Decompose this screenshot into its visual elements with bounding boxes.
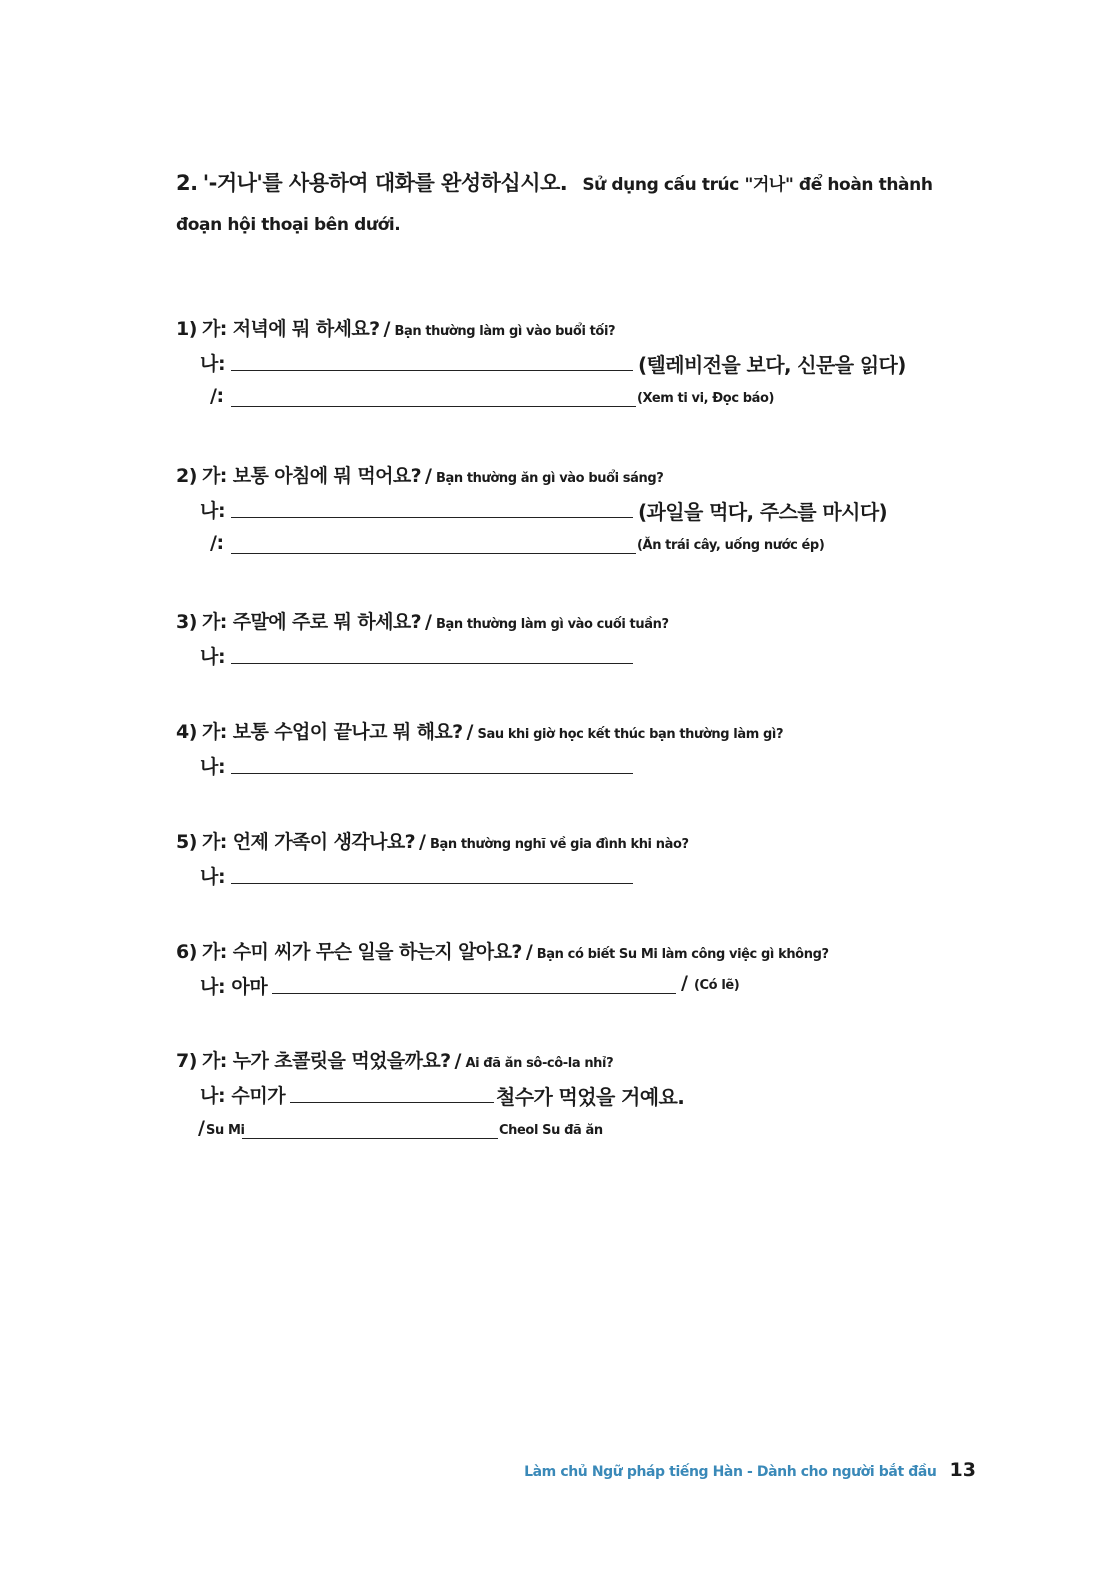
hint-korean: (텔레비전을 보다, 신문을 읽다) [638,353,906,377]
hint-vietnamese: (Xem ti vi, Đọc báo) [637,391,775,406]
exercise-number: 2. [176,171,198,195]
answer-tail-korean: 철수가 먹었을 거예요. [496,1085,685,1109]
answer-row [176,344,996,380]
answer-row [176,491,996,527]
question-korean: 가: 주말에 주로 뭐 하세요? [202,611,422,633]
answer-blank[interactable] [231,370,633,371]
answer-row [176,747,996,783]
translation-row [176,1112,996,1148]
question-line [176,827,996,857]
separator: / [425,465,432,487]
separator: / [525,941,533,963]
exercise-item-7 [176,1046,996,1148]
item-number: 5) [176,831,197,853]
answer-blank[interactable] [290,1102,494,1103]
hint-vietnamese: (Ăn trái cây, uống nước ép) [637,538,825,553]
item-number: 7) [176,1050,197,1072]
instruction-vietnamese: Sử dụng cấu trúc "거나" để hoàn thành đoạn hội thoại bên dưới. [176,175,933,235]
question-korean: 가: 누가 초콜릿을 먹었을까요? [202,1050,451,1072]
translation-blank[interactable] [231,553,636,554]
exercise-item-3 [176,607,996,673]
translation-row [176,527,996,563]
hint-korean: (과일을 먹다, 주스를 마시다) [638,500,888,524]
exercise-item-5 [176,827,996,893]
question-line [176,607,996,637]
item-number: 6) [176,941,197,963]
answer-row [176,637,996,673]
separator: / [425,611,432,633]
translation-prefix: Su Mi [206,1123,245,1138]
item-number: 4) [176,721,197,743]
answer-blank[interactable] [231,663,633,664]
answer-row [176,857,996,893]
answer-row [176,1076,996,1112]
question-vietnamese: Bạn thường ăn gì vào buổi sáng? [435,471,664,486]
answer-label: 나: [200,756,226,778]
question-line [176,937,996,967]
separator: / [419,831,426,853]
answer-label: 나: [200,353,226,375]
answer-label: 나: [200,646,226,668]
question-line [176,314,996,344]
question-line [176,1046,996,1076]
separator: / [454,1050,462,1072]
instruction-korean: '-거나'를 사용하여 대화를 완성하십시오. [202,171,568,195]
translation-blank[interactable] [231,406,636,407]
question-line [176,461,996,491]
question-korean: 가: 보통 아침에 뭐 먹어요? [202,465,422,487]
page-footer [524,1459,976,1481]
translation-tail: Cheol Su đã ăn [499,1123,603,1138]
item-number: 1) [176,318,197,340]
translation-label: / [198,1117,205,1139]
separator: / [466,721,474,743]
question-vietnamese: Bạn thường nghĩ về gia đình khi nào? [429,837,689,852]
answer-blank[interactable] [272,993,676,994]
separator: / [383,318,391,340]
page-number: 13 [949,1459,976,1481]
exercise-item-1 [176,314,996,416]
question-korean: 가: 보통 수업이 끝나고 뭐 해요? [202,721,463,743]
question-vietnamese: Bạn thường làm gì vào cuối tuần? [435,617,669,632]
question-line [176,717,996,747]
hint-vietnamese: (Có lẽ) [694,978,740,993]
exercise-heading [176,163,976,245]
translation-label: /: [210,532,224,554]
question-korean: 가: 저녁에 뭐 하세요? [202,318,380,340]
answer-label: 나: [200,866,226,888]
question-vietnamese: Bạn có biết Su Mi làm công việc gì không? [536,947,829,962]
slash-separator: / [681,972,688,994]
translation-row [176,380,996,416]
answer-label: 나: [200,500,226,522]
translation-blank[interactable] [242,1138,498,1139]
translation-label: /: [210,385,224,407]
book-title: Làm chủ Ngữ pháp tiếng Hàn - Dành cho người bắt đầu [524,1464,937,1480]
answer-row [176,967,996,1003]
question-vietnamese: Sau khi giờ học kết thúc bạn thường làm gì? [477,727,784,742]
answer-blank[interactable] [231,517,633,518]
exercise-item-2 [176,461,996,563]
question-vietnamese: Ai đã ăn sô-cô-la nhỉ? [465,1056,614,1071]
question-korean: 가: 언제 가족이 생각나요? [202,831,416,853]
question-korean: 가: 수미 씨가 무슨 일을 하는지 알아요? [202,941,522,963]
item-number: 3) [176,611,197,633]
exercise-item-6 [176,937,996,1003]
answer-blank[interactable] [231,773,633,774]
answer-blank[interactable] [231,883,633,884]
question-vietnamese: Bạn thường làm gì vào buổi tối? [394,324,616,339]
answer-label: 나: 수미가 [200,1085,286,1107]
answer-label: 나: 아마 [200,976,268,998]
item-number: 2) [176,465,197,487]
exercise-item-4 [176,717,996,783]
